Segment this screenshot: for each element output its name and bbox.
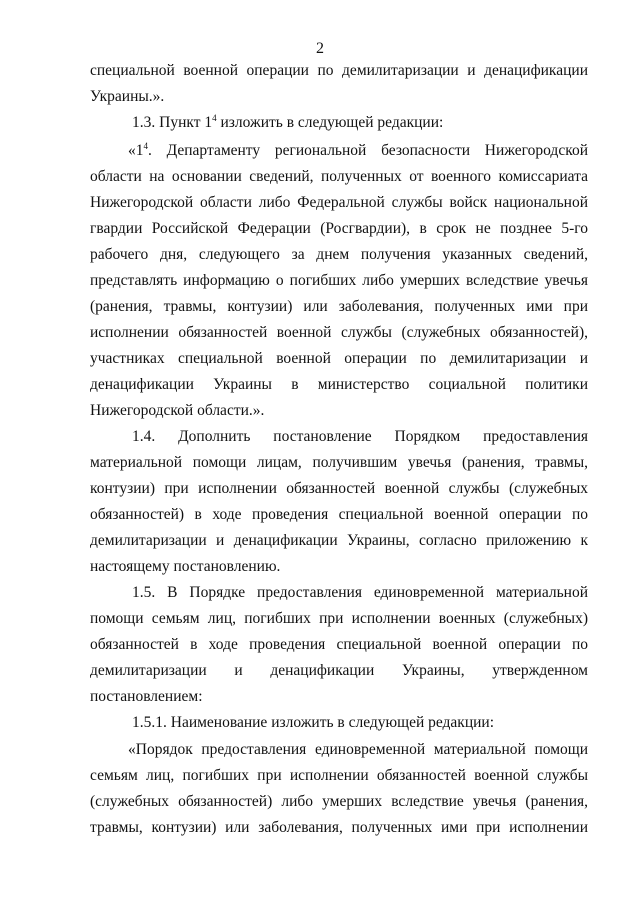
line-text: контузии) при исполнении обязанностей военной службы (служебных [90, 480, 588, 497]
text-line [90, 792, 588, 812]
text-line [132, 113, 588, 133]
line-text-continued: изложить в следующей редакции: [216, 114, 444, 131]
text-line [90, 349, 588, 369]
text-line [90, 167, 588, 187]
text-line [90, 687, 588, 707]
text-line [90, 505, 588, 525]
text-line [90, 87, 588, 107]
line-text: материальной помощи лицам, получившим увечья (ранения, травмы, [90, 454, 588, 471]
line-text: Нижегородской области.». [90, 402, 265, 419]
line-text: специальной военной операции по демилитаризации и денацификации [90, 62, 588, 79]
text-line [90, 609, 588, 629]
line-text: «Порядок предоставления единовременной материальной помощи [128, 741, 588, 758]
line-text: 1.5.1. Наименование изложить в следующей редакции: [132, 714, 495, 731]
line-text: области на основании сведений, полученных от военного комиссариата [90, 168, 588, 185]
text-line [128, 740, 588, 760]
line-text: рабочего дня, следующего за днем получения указанных сведений, [90, 246, 588, 263]
text-line [90, 531, 588, 551]
text-line [90, 297, 588, 317]
text-line [90, 766, 588, 786]
line-text: гвардии Российской Федерации (Росгвардии), в срок не позднее 5-го [90, 220, 588, 237]
text-line [128, 141, 588, 161]
text-line [90, 661, 588, 681]
text-line [90, 401, 588, 421]
text-line [90, 193, 588, 213]
line-text: (служебных обязанностей) либо умерших вследствие увечья (ранения, [90, 793, 588, 810]
text-line [90, 323, 588, 343]
text-line [132, 713, 588, 733]
superscript: 4 [212, 113, 217, 123]
line-text: (ранения, травмы, контузии) или заболевания, полученных ими при [90, 298, 588, 315]
line-text: 1.5. В Порядке предоставления единовременной материальной [132, 584, 588, 601]
text-line [90, 818, 588, 838]
line-text-continued: . Департаменту региональной безопасности Нижегородской [148, 142, 588, 159]
text-line [90, 271, 588, 291]
text-line [132, 427, 588, 447]
line-text: участниках специальной военной операции по демилитаризации и [90, 350, 588, 367]
line-text: денацификации Украины в министерство социальной политики [90, 376, 588, 393]
text-line [90, 375, 588, 395]
superscript: 4 [143, 141, 148, 151]
text-line [90, 479, 588, 499]
text-line [90, 453, 588, 473]
line-text: настоящему постановлению. [90, 558, 281, 575]
line-text: «1 [128, 142, 144, 159]
text-line [90, 219, 588, 239]
line-text: представлять информацию о погибших либо умерших вследствие увечья [90, 272, 588, 289]
text-line [90, 61, 588, 81]
line-text: обязанностей) в ходе проведения специальной военной операции по [90, 506, 588, 523]
line-text: Нижегородской области либо Федеральной службы войск национальной [90, 194, 588, 211]
line-text: обязанностей в ходе проведения специальной военной операции по [90, 636, 588, 653]
page-number: 2 [316, 40, 324, 57]
line-text: 1.4. Дополнить постановление Порядком предоставления [132, 428, 588, 445]
line-text: помощи семьям лиц, погибших при исполнении военных (служебных) [90, 610, 588, 627]
line-text: 1.3. Пункт 1 [132, 114, 213, 131]
line-text: травмы, контузии) или заболевания, полученных ими при исполнении [90, 819, 588, 836]
line-text: семьям лиц, погибших при исполнении обязанностей военной службы [90, 767, 588, 784]
text-line [90, 245, 588, 265]
line-text: постановлением: [90, 688, 203, 705]
text-line [90, 557, 588, 577]
line-text: исполнении обязанностей военной службы (служебных обязанностей), [90, 324, 588, 341]
line-text: демилитаризации и денацификации Украины, утвержденном [90, 662, 588, 679]
text-line [132, 583, 588, 603]
line-text: Украины.». [90, 88, 165, 105]
text-line [90, 635, 588, 655]
line-text: демилитаризации и денацификации Украины, согласно приложению к [90, 532, 588, 549]
